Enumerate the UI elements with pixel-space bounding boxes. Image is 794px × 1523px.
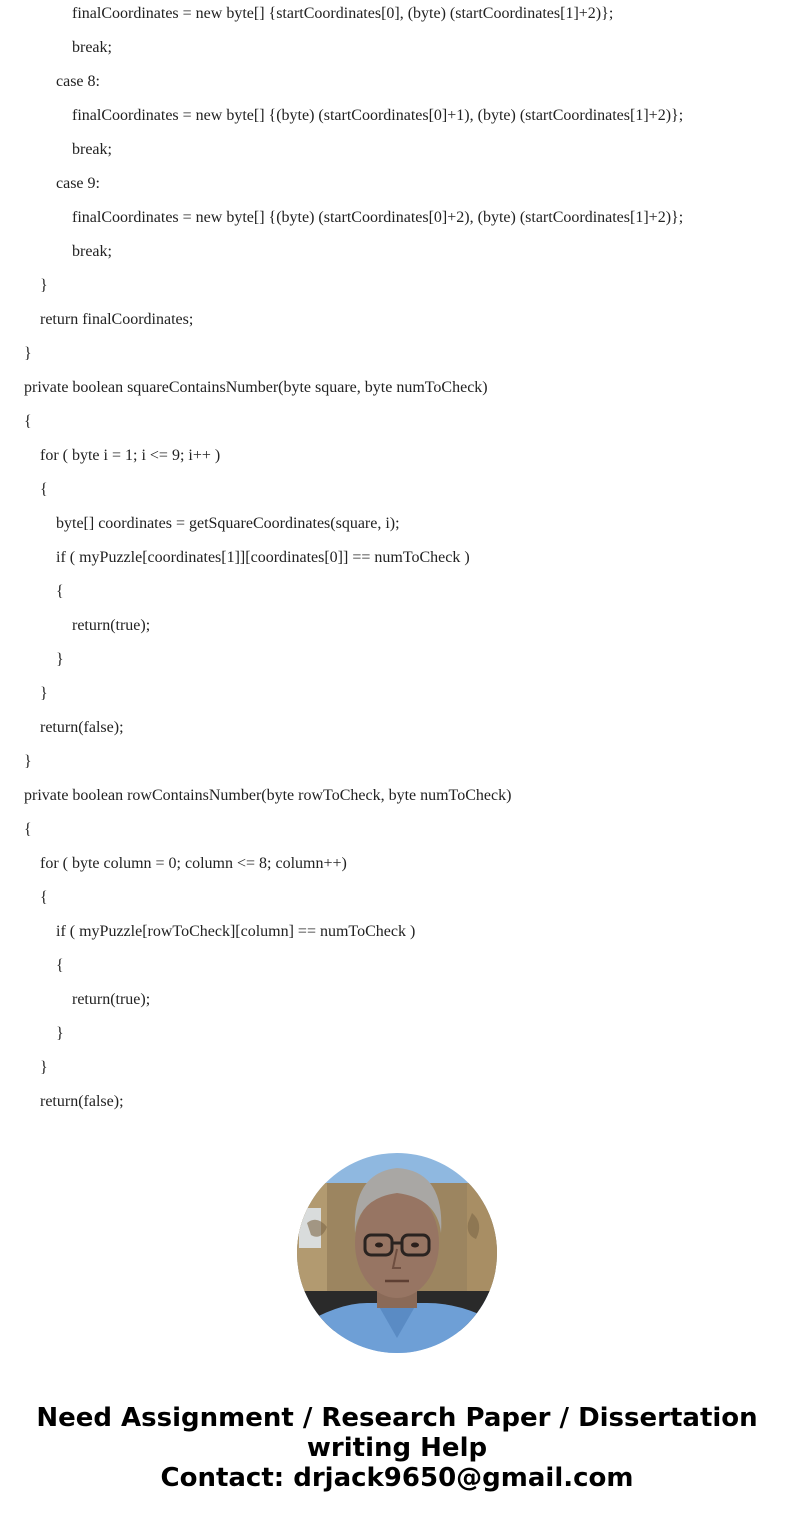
code-line: {: [24, 413, 32, 430]
code-line: {: [24, 821, 32, 838]
footer-subheadline: writing Help: [306, 1433, 488, 1463]
code-line: break;: [72, 39, 112, 56]
contact-footer: [0, 1403, 794, 1493]
code-line: if ( myPuzzle[coordinates[1]][coordinates[0]] == numToCheck ): [56, 549, 470, 566]
code-line: }: [40, 685, 48, 702]
code-line: }: [24, 345, 32, 362]
code-line: private boolean rowContainsNumber(byte rowToCheck, byte numToCheck): [24, 787, 512, 804]
code-line: {: [56, 957, 64, 974]
code-line: byte[] coordinates = getSquareCoordinates(square, i);: [56, 515, 400, 532]
code-line: private boolean squareContainsNumber(byte square, byte numToCheck): [24, 379, 488, 396]
code-line: }: [40, 1059, 48, 1076]
code-line: finalCoordinates = new byte[] {startCoordinates[0], (byte) (startCoordinates[1]+2)};: [72, 5, 614, 22]
code-line: for ( byte column = 0; column <= 8; column++): [40, 855, 347, 872]
code-line: return(false);: [40, 1093, 124, 1110]
code-line: return finalCoordinates;: [40, 311, 194, 328]
code-line: finalCoordinates = new byte[] {(byte) (startCoordinates[0]+1), (byte) (startCoordinates[1]+2)};: [72, 107, 684, 124]
author-avatar: [297, 1153, 497, 1353]
code-line: return(false);: [40, 719, 124, 736]
code-line: case 8:: [56, 73, 100, 90]
code-line: break;: [72, 243, 112, 260]
footer-contact-email: Contact: drjack9650@gmail.com: [160, 1463, 634, 1493]
code-line: return(true);: [72, 617, 151, 634]
code-line: {: [56, 583, 64, 600]
code-line: for ( byte i = 1; i <= 9; i++ ): [40, 447, 221, 464]
code-line: finalCoordinates = new byte[] {(byte) (startCoordinates[0]+2), (byte) (startCoordinates[1]+2)};: [72, 209, 684, 226]
code-line: case 9:: [56, 175, 100, 192]
code-line: }: [24, 753, 32, 770]
code-line: {: [40, 481, 48, 498]
code-line: }: [56, 651, 64, 668]
code-line: return(true);: [72, 991, 151, 1008]
code-line: {: [40, 889, 48, 906]
code-line: }: [56, 1025, 64, 1042]
footer-headline: Need Assignment / Research Paper / Dissertation: [36, 1403, 758, 1433]
code-line: }: [40, 277, 48, 294]
avatar-photo-icon: [297, 1153, 497, 1353]
code-line: if ( myPuzzle[rowToCheck][column] == numToCheck ): [56, 923, 416, 940]
code-line: break;: [72, 141, 112, 158]
